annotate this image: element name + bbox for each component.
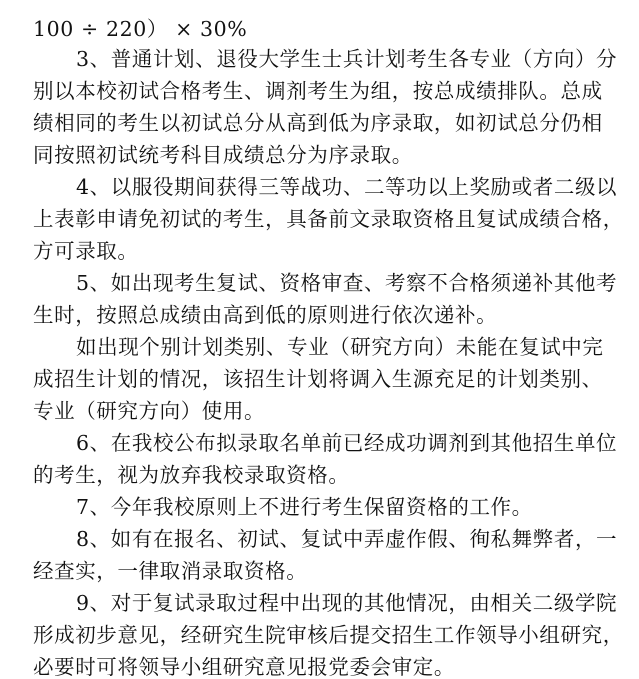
item-4-line-3: 方可录取。 bbox=[33, 239, 139, 263]
item-5-line-2: 生时，按照总成绩由高到低的原则进行依次递补。 bbox=[33, 303, 498, 327]
item-3-line-3: 绩相同的考生以初试总分从高到低为序录取，如初试总分仍相 bbox=[33, 111, 603, 135]
item-3-line-1: 3、普通计划、退役大学生士兵计划考生各专业（方向）分 bbox=[76, 47, 618, 71]
item-5-line-1: 5、如出现考生复试、资格审查、考察不合格须递补其他考 bbox=[76, 271, 618, 295]
item-5-note-line-2: 成招生计划的情况，该招生计划将调入生源充足的计划类别、 bbox=[33, 367, 603, 391]
item-5-note-line-1: 如出现个别计划类别、专业（研究方向）未能在复试中完 bbox=[76, 335, 604, 359]
item-4-line-1: 4、以服役期间获得三等战功、二等功以上奖励或者二级以 bbox=[76, 175, 618, 199]
item-6-line-2: 的考生，视为放弃我校录取资格。 bbox=[33, 463, 350, 487]
item-8-line-1: 8、如有在报名、初试、复试中弄虚作假、徇私舞弊者，一 bbox=[76, 527, 618, 551]
item-3-line-4: 同按照初试统考科目成绩总分为序录取。 bbox=[33, 143, 413, 167]
item-5-note-line-3: 专业（研究方向）使用。 bbox=[33, 399, 266, 423]
item-4-line-2: 上表彰申请免初试的考生，具备前文录取资格且复试成绩合格， bbox=[33, 207, 624, 231]
item-8-line-2: 经查实，一律取消录取资格。 bbox=[33, 559, 308, 583]
item-9-line-1: 9、对于复试录取过程中出现的其他情况，由相关二级学院 bbox=[76, 591, 618, 615]
item-6-line-1: 6、在我校公布拟录取名单前已经成功调剂到其他招生单位 bbox=[76, 431, 618, 455]
item-9-line-3: 必要时可将领导小组研究意见报党委会审定。 bbox=[33, 655, 455, 679]
item-3-line-2: 别以本校初试合格考生、调剂考生为组，按总成绩排队。总成 bbox=[33, 79, 603, 103]
formula-line: 100 ÷ 220） × 30% bbox=[33, 17, 248, 41]
item-7-line-1: 7、今年我校原则上不进行考生保留资格的工作。 bbox=[76, 495, 533, 519]
item-9-line-2: 形成初步意见，经研究生院审核后提交招生工作领导小组研究， bbox=[33, 623, 624, 647]
